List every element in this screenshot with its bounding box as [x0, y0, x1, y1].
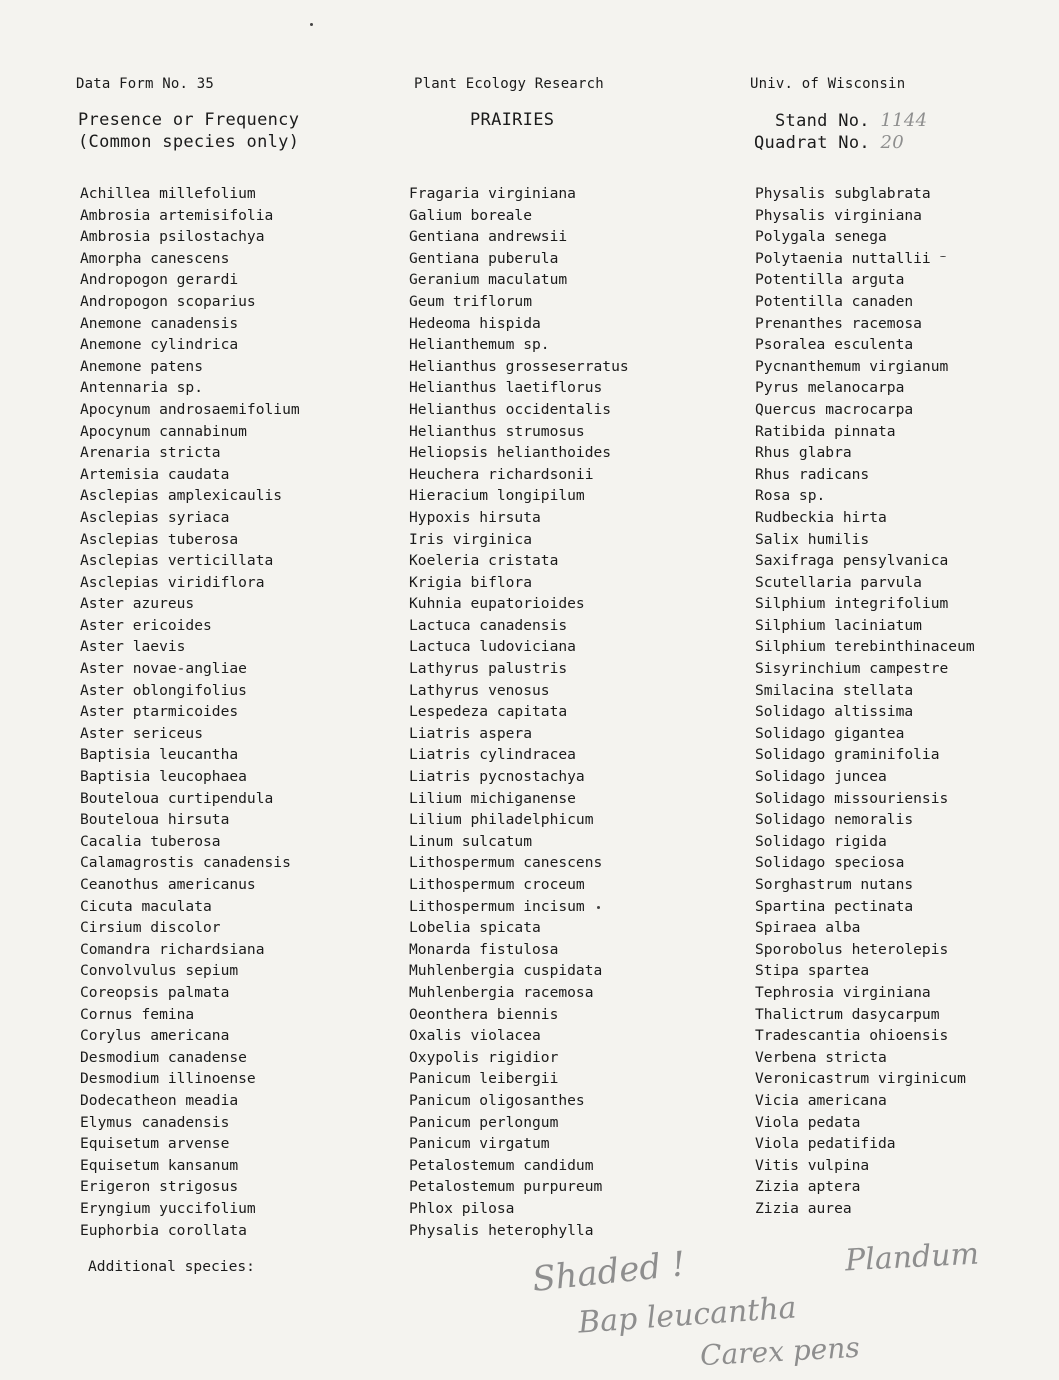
species-item: Quercus macrocarpa: [755, 400, 914, 418]
species-item: Geranium maculatum: [409, 271, 568, 289]
handwritten-note-3: Bap leucantha: [577, 1290, 798, 1341]
species-item: Physalis heterophylla: [409, 1221, 594, 1239]
species-item: Baptisia leucantha: [80, 746, 239, 764]
quadrat-value: 20: [880, 132, 904, 153]
species-item: Galium boreale: [409, 206, 533, 224]
species-item: Solidago altissima: [755, 703, 914, 721]
species-item: Panicum oligosanthes: [409, 1091, 585, 1109]
species-item: Saxifraga pensylvanica: [755, 552, 949, 570]
species-item: Asclepias tuberosa: [80, 530, 239, 548]
species-item: Hedeoma hispida: [409, 314, 541, 332]
species-item: Rhus glabra: [755, 444, 852, 462]
species-item: Spartina pectinata: [755, 897, 914, 915]
quadrat-label: Quadrat No.: [754, 133, 870, 153]
species-item: Arenaria stricta: [80, 444, 221, 462]
species-item: Liatris aspera: [409, 724, 533, 742]
species-item: Lithospermum croceum: [409, 876, 585, 893]
species-item: Cirsium discolor: [80, 919, 221, 937]
species-item: Zizia aptera: [755, 1178, 861, 1196]
species-item: Tradescantia ohioensis: [755, 1027, 949, 1045]
handwritten-note-4: Carex pens: [699, 1330, 861, 1373]
species-item: Helianthus laetiflorus: [409, 379, 603, 397]
species-item: Liatris cylindracea: [409, 746, 576, 764]
species-item: Gentiana andrewsii: [409, 228, 568, 246]
species-item: Lathyrus venosus: [409, 681, 550, 699]
center-title: PRAIRIES: [470, 110, 555, 130]
species-item: Veronicastrum virginicum: [755, 1070, 966, 1088]
species-item: Asclepias syriaca: [80, 508, 230, 526]
species-item: Prenanthes racemosa: [755, 314, 922, 332]
species-item: Polygala senega: [755, 228, 887, 246]
species-item: Psoralea esculenta: [755, 336, 914, 354]
species-item: Solidago gigantea: [755, 724, 905, 742]
species-item: Scutellaria parvula: [755, 573, 922, 591]
species-item: Phlox pilosa: [409, 1199, 515, 1217]
handwritten-note-1: Shaded !: [530, 1244, 688, 1300]
species-item: Muhlenbergia racemosa: [409, 983, 594, 1001]
species-item: Anemone canadensis: [80, 314, 239, 332]
species-item: Lithospermum canescens: [409, 854, 603, 872]
species-item: Solidago graminifolia: [755, 746, 940, 764]
species-item: Bouteloua hirsuta: [80, 811, 230, 829]
species-item: Monarda fistulosa: [409, 940, 559, 958]
species-item: Thalictrum dasycarpum: [755, 1005, 940, 1023]
species-item: Hieracium longipilum: [409, 487, 585, 505]
species-item: Salix humilis: [755, 530, 870, 548]
species-item: Muhlenbergia cuspidata: [409, 962, 603, 980]
species-item: Sporobolus heterolepis: [755, 940, 949, 958]
species-item: Panicum leibergii: [409, 1070, 559, 1088]
species-item: Hypoxis hirsuta: [409, 508, 541, 526]
species-item: Oxalis violacea: [409, 1027, 541, 1045]
species-item: Lespedeza capitata: [409, 703, 568, 721]
species-item: Aster laevis: [80, 638, 186, 656]
species-item: Solidago rigida: [755, 832, 887, 850]
species-item: Rudbeckia hirta: [755, 508, 887, 526]
species-item: Solidago nemoralis: [755, 811, 914, 829]
paper-speck: [940, 256, 946, 257]
species-item: Ceanothus americanus: [80, 876, 256, 893]
species-item: Verbena stricta: [755, 1048, 887, 1066]
species-item: Geum triflorum: [409, 292, 533, 310]
species-item: Solidago juncea: [755, 768, 887, 786]
species-item: Vitis vulpina: [755, 1156, 870, 1174]
species-item: Aster azureus: [80, 595, 195, 613]
species-item: Equisetum kansanum: [80, 1156, 239, 1174]
species-item: Petalostemum purpureum: [409, 1178, 603, 1196]
species-item: Rosa sp.: [755, 487, 826, 505]
species-item: Cicuta maculata: [80, 897, 212, 915]
species-item: Gentiana puberula: [409, 249, 559, 267]
species-item: Petalostemum candidum: [409, 1156, 594, 1174]
species-item: Heuchera richardsonii: [409, 465, 594, 483]
species-item: Viola pedata: [755, 1113, 861, 1131]
species-item: Lathyrus palustris: [409, 660, 568, 678]
species-item: Corylus americana: [80, 1027, 230, 1045]
species-item: Baptisia leucophaea: [80, 768, 247, 786]
species-item: Asclepias amplexicaulis: [80, 487, 283, 505]
species-item: Andropogon gerardi: [80, 271, 239, 289]
species-item: Apocynum androsaemifolium: [80, 400, 300, 418]
species-item: Aster ptarmicoides: [80, 703, 239, 721]
species-item: Equisetum arvense: [80, 1135, 230, 1153]
species-item: Calamagrostis canadensis: [80, 854, 291, 872]
species-item: Kuhnia eupatorioides: [409, 595, 585, 613]
additional-species-label: Additional species:: [88, 1258, 255, 1275]
species-item: Anemone cylindrica: [80, 336, 239, 354]
species-item: Vicia americana: [755, 1091, 887, 1109]
species-item: Polytaenia nuttallii: [755, 249, 931, 267]
species-item: Desmodium canadense: [80, 1048, 247, 1066]
species-item: Helianthemum sp.: [409, 336, 550, 354]
species-item: Liatris pycnostachya: [409, 768, 585, 786]
species-item: Solidago missouriensis: [755, 789, 949, 807]
species-item: Sorghastrum nutans: [755, 876, 914, 893]
species-item: Iris virginica: [409, 530, 533, 548]
species-item: Lactuca canadensis: [409, 616, 568, 634]
species-item: Eryngium yuccifolium: [80, 1199, 256, 1217]
species-item: Euphorbia corollata: [80, 1221, 247, 1239]
university-name: Univ. of Wisconsin: [750, 76, 906, 92]
quadrat-number: [754, 132, 904, 153]
species-item: Asclepias verticillata: [80, 552, 274, 570]
species-item: Ambrosia psilostachya: [80, 228, 265, 246]
species-item: Potentilla canaden: [755, 292, 914, 310]
species-item: Aster novae-angliae: [80, 660, 247, 678]
species-item: Cornus femina: [80, 1005, 195, 1023]
species-item: Linum sulcatum: [409, 832, 533, 850]
species-item: Silphium terebinthinaceum: [755, 638, 975, 656]
species-item: Dodecatheon meadia: [80, 1091, 239, 1109]
species-item: Amorpha canescens: [80, 249, 230, 267]
stand-label: Stand No.: [775, 111, 870, 131]
species-item: Ambrosia artemisifolia: [80, 206, 274, 224]
species-item: Physalis virginiana: [755, 206, 922, 224]
species-item: Lilium michiganense: [409, 789, 576, 807]
form-number: Data Form No. 35: [76, 76, 215, 92]
species-item: Oxypolis rigidior: [409, 1048, 559, 1066]
species-item: Andropogon scoparius: [80, 292, 256, 310]
species-item: Potentilla arguta: [755, 271, 905, 289]
species-item: Convolvulus sepium: [80, 962, 239, 980]
species-item: Helianthus occidentalis: [409, 400, 612, 418]
species-item: Lithospermum incisum: [409, 897, 585, 915]
species-item: Solidago speciosa: [755, 854, 905, 872]
species-item: Viola pedatifida: [755, 1135, 896, 1153]
species-item: Pyrus melanocarpa: [755, 379, 905, 397]
species-item: Achillea millefolium: [80, 185, 256, 202]
species-item: Silphium integrifolium: [755, 595, 949, 613]
species-item: Aster ericoides: [80, 616, 212, 634]
species-item: Comandra richardsiana: [80, 940, 265, 958]
species-item: Koeleria cristata: [409, 552, 559, 570]
form-title-line1: Presence or Frequency: [78, 110, 300, 130]
org-name: Plant Ecology Research: [414, 76, 604, 92]
species-item: Artemisia caudata: [80, 465, 230, 483]
paper-speck: [597, 906, 600, 909]
species-item: Apocynum cannabinum: [80, 422, 247, 440]
species-item: Cacalia tuberosa: [80, 832, 221, 850]
species-item: Krigia biflora: [409, 573, 533, 591]
species-item: Sisyrinchium campestre: [755, 660, 949, 678]
stand-value: 1144: [880, 110, 928, 131]
species-item: Rhus radicans: [755, 465, 870, 483]
species-item: Coreopsis palmata: [80, 983, 230, 1001]
species-item: Anemone patens: [80, 357, 204, 375]
species-column-2: [409, 183, 629, 1241]
species-item: Oeonthera biennis: [409, 1005, 559, 1023]
species-item: Desmodium illinoense: [80, 1070, 256, 1088]
species-item: Aster sericeus: [80, 724, 204, 742]
species-item: Tephrosia virginiana: [755, 983, 931, 1001]
species-item: Lilium philadelphicum: [409, 811, 594, 829]
species-item: Asclepias viridiflora: [80, 573, 265, 591]
species-column-1: [80, 183, 300, 1241]
species-item: Stipa spartea: [755, 962, 870, 980]
handwritten-note-2: Plandum: [844, 1236, 980, 1279]
species-item: Erigeron strigosus: [80, 1178, 239, 1196]
species-item: Helianthus grosseserratus: [409, 357, 629, 375]
species-item: Lobelia spicata: [409, 919, 541, 937]
species-item: Helianthus strumosus: [409, 422, 585, 440]
paper-speck: [310, 23, 313, 26]
species-item: Physalis subglabrata: [755, 185, 931, 202]
species-item: Smilacina stellata: [755, 681, 914, 699]
species-item: Fragaria virginiana: [409, 185, 576, 202]
species-item: Lactuca ludoviciana: [409, 638, 576, 656]
species-item: Elymus canadensis: [80, 1113, 230, 1131]
species-item: Panicum virgatum: [409, 1135, 550, 1153]
species-item: Pycnanthemum virgianum: [755, 357, 949, 375]
stand-number: [775, 110, 927, 131]
species-item: Spiraea alba: [755, 919, 861, 937]
species-item: Zizia aurea: [755, 1199, 852, 1217]
species-item: Panicum perlongum: [409, 1113, 559, 1131]
species-item: Bouteloua curtipendula: [80, 789, 274, 807]
species-item: Silphium laciniatum: [755, 616, 922, 634]
species-item: Heliopsis helianthoides: [409, 444, 612, 462]
species-column-3: [755, 183, 975, 1220]
species-item: Ratibida pinnata: [755, 422, 896, 440]
species-item: Aster oblongifolius: [80, 681, 247, 699]
species-item: Antennaria sp.: [80, 379, 204, 397]
form-title-line2: (Common species only): [78, 132, 300, 152]
